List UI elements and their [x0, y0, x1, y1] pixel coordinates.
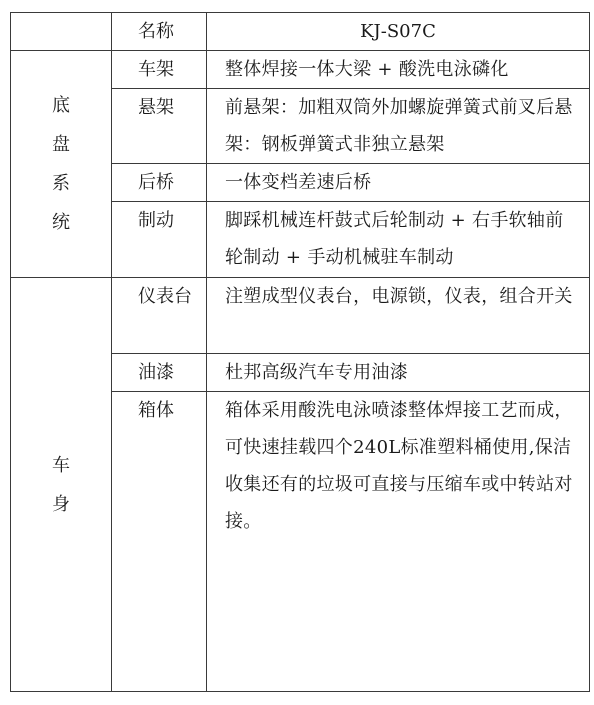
- row-name: 制动: [112, 202, 207, 278]
- row-name: 车架: [112, 51, 207, 89]
- group-chassis-label: 底盘系统: [52, 95, 70, 233]
- row-value: 箱体采用酸洗电泳喷漆整体焊接工艺而成，可快速挂载四个240L标准塑料桶使用,保洁收集还有的垃圾可直接与压缩车或中转站对接。: [207, 392, 590, 692]
- row-value: 注塑成型仪表台，电源锁，仪表，组合开关: [207, 278, 590, 354]
- table-header-row: [11, 13, 590, 51]
- table-row: [11, 278, 590, 354]
- table-row: [11, 51, 590, 89]
- row-name: 油漆: [112, 354, 207, 392]
- row-value: 前悬架：加粗双筒外加螺旋弹簧式前叉后悬架：钢板弹簧式非独立悬架: [207, 89, 590, 164]
- row-name: 箱体: [112, 392, 207, 692]
- row-name: 仪表台: [112, 278, 207, 354]
- group-chassis: [11, 51, 112, 278]
- row-value: 整体焊接一体大梁 + 酸洗电泳磷化: [207, 51, 590, 89]
- header-name-label: 名称: [112, 13, 207, 51]
- row-name: 悬架: [112, 89, 207, 164]
- header-model: KJ-S07C: [207, 13, 590, 51]
- row-value: 杜邦高级汽车专用油漆: [207, 354, 590, 392]
- group-body-label: 车身: [52, 454, 70, 515]
- header-blank-cell: [11, 13, 112, 51]
- group-body: [11, 278, 112, 692]
- row-name: 后桥: [112, 164, 207, 202]
- row-value: 一体变档差速后桥: [207, 164, 590, 202]
- spec-table: [10, 12, 590, 692]
- row-value: 脚踩机械连杆鼓式后轮制动 + 右手软轴前轮制动 + 手动机械驻车制动: [207, 202, 590, 278]
